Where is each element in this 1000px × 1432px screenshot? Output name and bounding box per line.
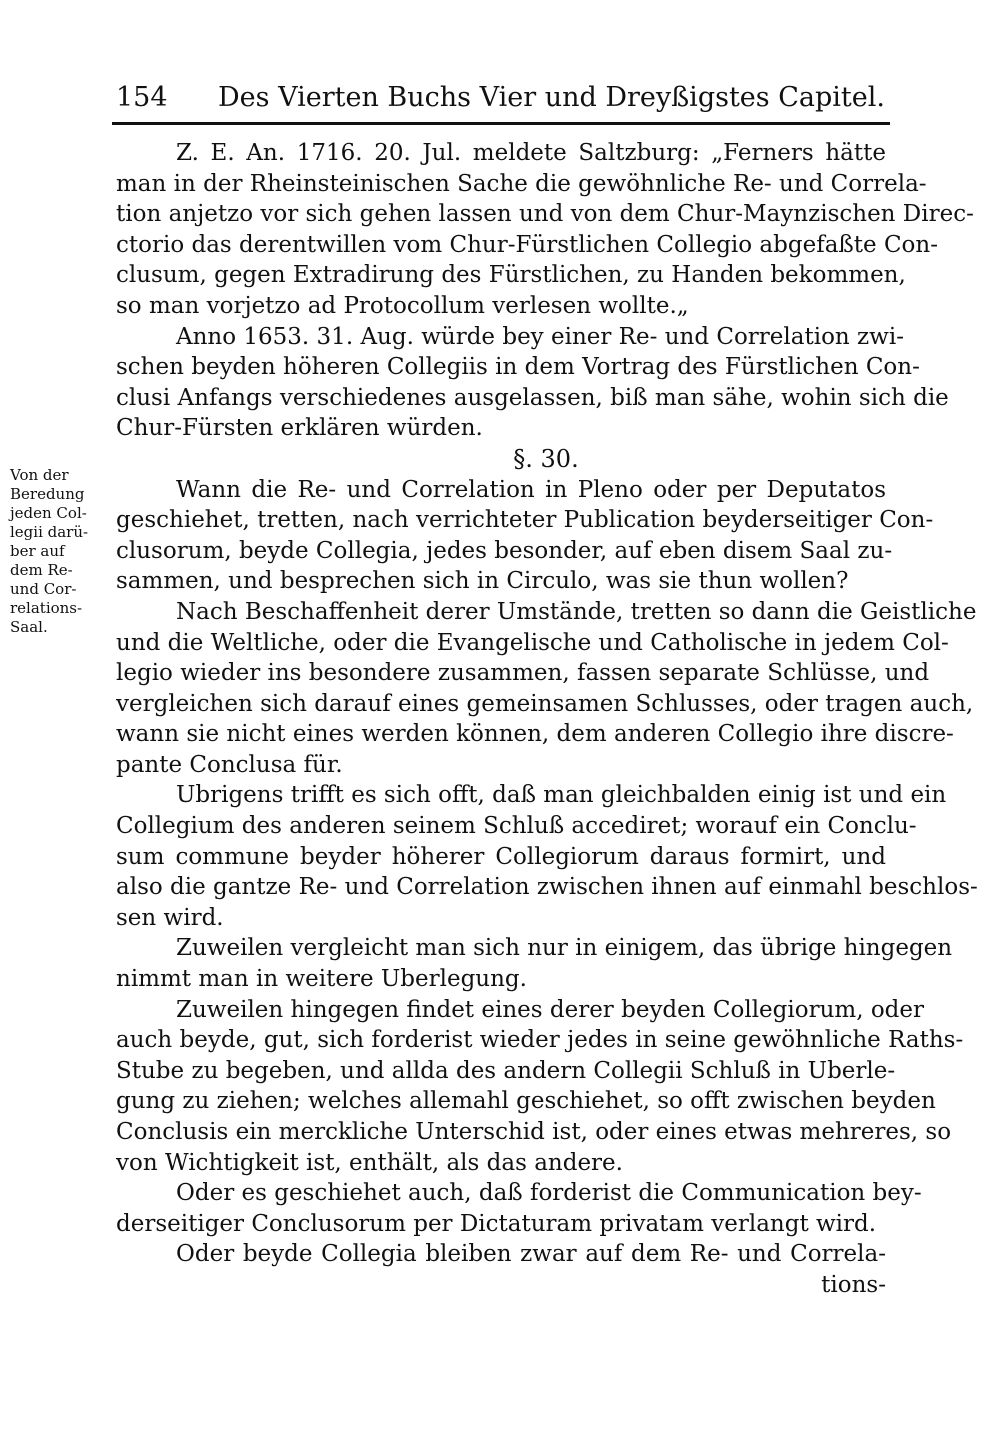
text-line: schen beyden höheren Collegiis in dem Vortrag des Fürstlichen Con-	[116, 354, 920, 381]
text-line: Z. E. An. 1716. 20. Jul. meldete Saltzburg: „Ferners hätte	[176, 140, 886, 166]
text-line: auch beyde, gut, sich forderist wieder jedes in seine gewöhnliche Raths-	[116, 1027, 964, 1054]
text-line: legio wieder ins besondere zusammen, fassen separate Schlüsse, und	[116, 660, 930, 687]
marginal-note	[10, 466, 114, 637]
text-line: clusorum, beyde Collegia, jedes besonder, auf eben disem Saal zu-	[116, 537, 893, 564]
text-line: derseitiger Conclusorum per Dictaturam privatam verlangt wird.	[116, 1210, 877, 1237]
text-line: Anno 1653. 31. Aug. würde bey einer Re- und Correlation zwi-	[176, 323, 904, 350]
marginal-note-line: relations-	[10, 599, 83, 617]
text-line: Oder beyde Collegia bleiben zwar auf dem Re- und Correla-	[176, 1241, 886, 1268]
marginal-note-line: und Cor-	[10, 580, 77, 598]
text-line: Zuweilen hingegen findet eines derer beyden Collegiorum, oder	[176, 996, 925, 1023]
marginal-note-line: legii darü-	[10, 523, 89, 541]
text-line: sum commune beyder höherer Collegiorum daraus formirt, und	[116, 843, 886, 870]
text-line: ctorio das derentwillen vom Chur-Fürstlichen Collegio abgefaßte Con-	[116, 231, 938, 258]
text-line: so man vorjetzo ad Protocollum verlesen wollte.„	[116, 292, 689, 319]
text-line: Collegium des anderen seinem Schluß accediret; worauf ein Conclu-	[116, 813, 917, 840]
text-line: sammen, und besprechen sich in Circulo, was sie thun wollen?	[116, 568, 849, 595]
marginal-note-line: Beredung	[10, 485, 85, 503]
page-header	[110, 82, 890, 122]
text-line: nimmt man in weitere Uberlegung.	[116, 966, 527, 993]
text-line: vergleichen sich darauf eines gemeinsamen Schlusses, oder tragen auch,	[116, 690, 974, 717]
text-line: und die Weltliche, oder die Evangelische und Catholische in jedem Col-	[116, 629, 949, 656]
text-line: also die gantze Re- und Correlation zwischen ihnen auf einmahl beschlos-	[116, 874, 978, 901]
text-line: geschiehet, tretten, nach verrichteter Publication beyderseitiger Con-	[116, 507, 934, 534]
text-line: Chur-Fürsten erklären würden.	[116, 415, 483, 442]
text-line: Oder es geschiehet auch, daß forderist die Communication bey-	[176, 1180, 922, 1207]
text-line: tion anjetzo vor sich gehen lassen und von dem Chur-Maynzischen Direc-	[116, 201, 974, 228]
text-line: man in der Rheinsteinischen Sache die gewöhnliche Re- und Correla-	[116, 170, 927, 197]
text-line: clusum, gegen Extradirung des Fürstlichen, zu Handen bekommen,	[116, 262, 906, 289]
marginal-note-line: Von der	[10, 466, 69, 484]
text-line: Ubrigens trifft es sich offt, daß man gleichbalden einig ist und ein	[176, 782, 947, 809]
marginal-note-line: jeden Col-	[10, 504, 87, 522]
header-rule	[112, 122, 890, 125]
text-line: clusi Anfangs verschiedenes ausgelassen, biß man sähe, wohin sich die	[116, 384, 949, 411]
catchword: tions-	[821, 1271, 886, 1298]
text-line: Wann die Re- und Correlation in Pleno oder per Deputatos	[176, 476, 886, 503]
marginal-note-line: ber auf	[10, 542, 65, 560]
text-line: Zuweilen vergleicht man sich nur in einigem, das übrige hingegen	[176, 935, 953, 962]
text-line: Nach Beschaffenheit derer Umstände, tretten so dann die Geistliche	[176, 598, 977, 625]
text-line: Conclusis ein merckliche Unterschid ist, oder eines etwas mehreres, so	[116, 1119, 952, 1145]
running-title: Des Vierten Buchs Vier und Dreyßigstes Capitel.	[218, 82, 885, 113]
text-line: Stube zu begeben, und allda des andern Collegii Schluß in Uberle-	[116, 1057, 896, 1084]
section-heading: §. 30.	[513, 444, 579, 473]
text-line: von Wichtigkeit ist, enthält, als das andere.	[116, 1149, 623, 1176]
page-number: 154	[116, 82, 168, 113]
marginal-note-line: Saal.	[10, 618, 48, 636]
text-line: sen wird.	[116, 904, 224, 931]
text-line: wann sie nicht eines werden können, dem anderen Collegio ihre discre-	[116, 721, 954, 748]
text-line: pante Conclusa für.	[116, 751, 343, 778]
text-line: gung zu ziehen; welches allemahl geschiehet, so offt zwischen beyden	[116, 1088, 936, 1115]
marginal-note-line: dem Re-	[10, 561, 73, 579]
body-text	[116, 138, 978, 1301]
